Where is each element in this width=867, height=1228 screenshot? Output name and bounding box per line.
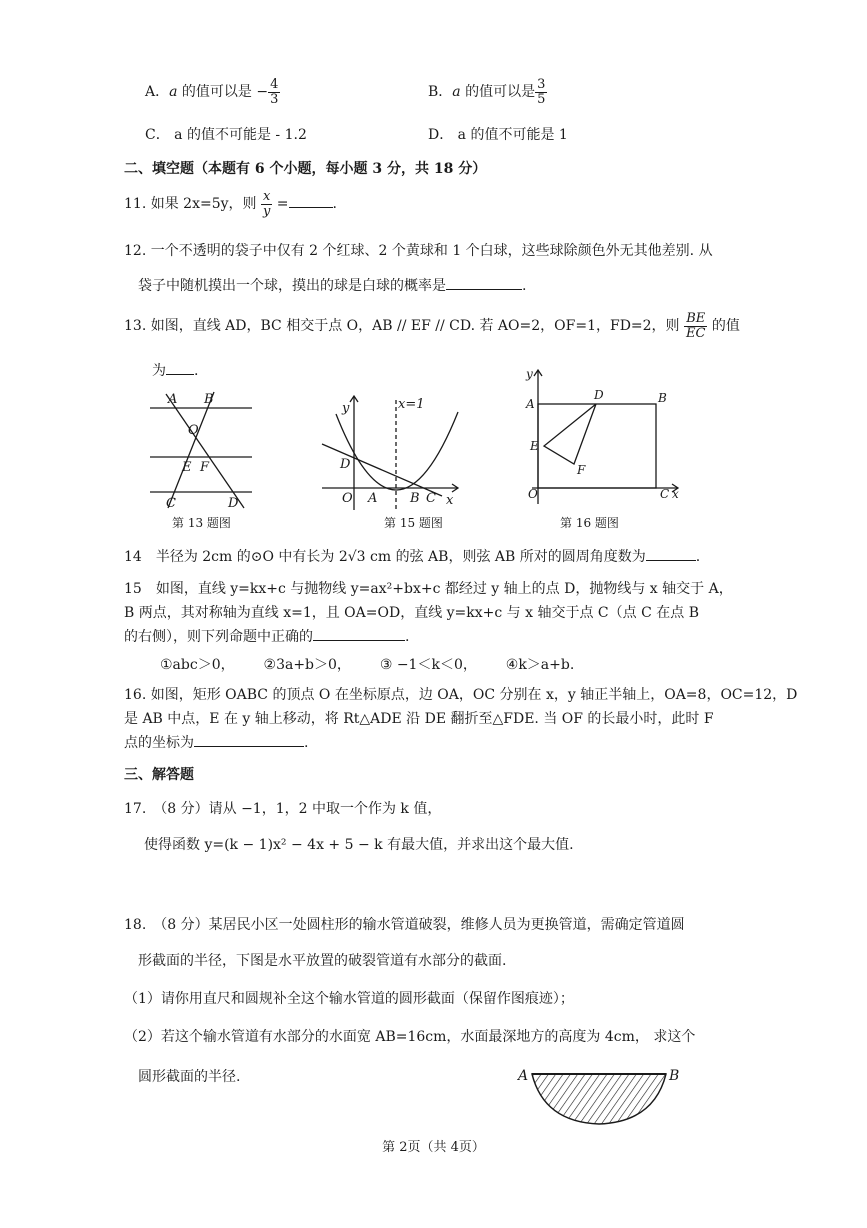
- question-13: 13. 如图，直线 AD，BC 相交于点 O，AB // EF // CD. 若 AO=2，OF=1，FD=2，则 $\frac{BE}{EC}$ 的值: [124, 311, 740, 341]
- question-17-line2: 使得函数 y=(k − 1)x² − 4x + 5 − k 有最大值，并求出这个最大值.: [144, 837, 574, 853]
- label-a: A: [518, 1068, 529, 1084]
- question-15-options: [160, 654, 574, 674]
- figure-16: [522, 364, 682, 510]
- question-11: 11. 如果 2x=5y，则 $\frac{x}{y}$ = .: [124, 189, 337, 219]
- q10-option-a: A．a 的值可以是 − $\frac{4}{3}$: [145, 77, 279, 107]
- label-c: C: [660, 487, 670, 501]
- question-16-line1: 16. 如图，矩形 OABC 的顶点 O 在坐标原点，边 OA，OC 分别在 x，y 轴正半轴上，OA=8，OC=12，D: [124, 687, 798, 703]
- question-14: 14 半径为 2cm 的⊙O 中有长为 2√3 cm 的弦 AB，则弦 AB 所对的圆周角度数为 .: [124, 549, 701, 565]
- water-region: [532, 1074, 666, 1124]
- figure-15: [318, 392, 466, 514]
- label-axis-eq: x=1: [398, 397, 425, 412]
- pipe-section-figure: [514, 1060, 684, 1130]
- fraction: $\frac{4}{3}$: [270, 77, 279, 107]
- answer-blank[interactable]: [289, 207, 333, 208]
- label-d: D: [228, 496, 239, 510]
- question-13-line2: 为 .: [152, 363, 199, 379]
- label-a: A: [526, 397, 535, 411]
- caption-fig13: 第 13 题图: [172, 516, 231, 530]
- label-b: B: [204, 392, 214, 407]
- page-footer: 第 2页（共 4页）: [382, 1140, 485, 1155]
- answer-blank[interactable]: [446, 289, 522, 290]
- question-18-part2: （2）若这个输水管道有水部分的水面宽 AB=16cm，水面最深地方的高度为 4cm， 求这个: [124, 1029, 696, 1045]
- label-a: A: [368, 491, 378, 506]
- answer-blank[interactable]: [313, 640, 405, 641]
- option-3: ③ −1＜k＜0，: [379, 657, 477, 673]
- question-18-line2: 形截面的半径，下图是水平放置的破裂管道有水部分的截面.: [138, 953, 507, 969]
- label-c: C: [426, 491, 436, 506]
- question-18-line5: 圆形截面的半径.: [138, 1069, 241, 1085]
- question-18-part1: （1）请你用直尺和圆规补全这个输水管道的圆形截面（保留作图痕迹）；: [124, 991, 574, 1007]
- label-o: O: [342, 491, 353, 506]
- fraction: $\frac{BE}{EC}$: [686, 311, 706, 341]
- label-e: E: [530, 439, 539, 453]
- q10-option-c: C． a 的值不可能是 - 1.2: [145, 127, 307, 143]
- answer-blank[interactable]: [194, 746, 304, 747]
- q10-option-d: D． a 的值不可能是 1: [428, 127, 568, 143]
- fraction: $\frac{3}{5}$: [537, 77, 546, 107]
- question-12-line2: 袋子中随机摸出一个球，摸出的球是白球的概率是 .: [138, 278, 527, 294]
- label-a: A: [168, 392, 178, 407]
- label-f: F: [200, 460, 210, 475]
- label-d: D: [594, 388, 604, 402]
- label-y: y: [526, 367, 533, 381]
- caption-fig16: 第 16 题图: [560, 516, 619, 530]
- question-17-line1: 17. （8 分）请从 −1，1，2 中取一个作为 k 值，: [124, 801, 442, 817]
- caption-fig15: 第 15 题图: [384, 516, 443, 530]
- answer-blank[interactable]: [646, 560, 696, 561]
- label-y: y: [342, 401, 350, 416]
- fraction: $\frac{x}{y}$: [262, 189, 271, 219]
- question-16-line2: 是 AB 中点，E 在 y 轴上移动，将 Rt△ADE 沿 DE 翻折至△FDE. 当 OF 的长最小时，此时 F: [124, 711, 714, 727]
- figure-13: [148, 386, 258, 510]
- option-1: ①abc＞0，: [160, 657, 235, 673]
- question-15-line1: 15 如图，直线 y=kx+c 与抛物线 y=ax²+bx+c 都经过 y 轴上的点 D，抛物线与 x 轴交于 A，: [124, 581, 733, 597]
- label-x: x: [446, 493, 454, 508]
- question-15-line2: B 两点，其对称轴为直线 x=1，且 OA=OD，直线 y=kx+c 与 x 轴交于点 C（点 C 在点 B: [124, 605, 699, 621]
- label-o: O: [528, 487, 538, 501]
- label-f: F: [577, 463, 586, 477]
- option-4: ④k＞a+b.: [505, 657, 575, 673]
- option-2: ②3a+b＞0，: [263, 657, 351, 673]
- label-b: B: [410, 491, 420, 506]
- label-b: B: [658, 391, 667, 405]
- question-16-line3: 点的坐标为 .: [124, 735, 309, 751]
- question-18-line1: 18. （8 分）某居民小区一处圆柱形的输水管道破裂，维修人员为更换管道，需确定管道圆: [124, 917, 685, 933]
- section-title-solve: 三、解答题: [124, 767, 194, 783]
- answer-blank[interactable]: [166, 374, 194, 375]
- section-title-fill-blank: 二、填空题（本题有 6 个小题，每小题 3 分，共 18 分）: [124, 161, 487, 177]
- question-15-line3: 的右侧），则下列命题中正确的 .: [124, 629, 410, 645]
- label-x: x: [672, 487, 679, 501]
- q10-option-b: B．a 的值可以是 $\frac{3}{5}$: [428, 77, 546, 107]
- question-12-line1: 12. 一个不透明的袋子中仅有 2 个红球、2 个黄球和 1 个白球，这些球除颜色外无其他差别. 从: [124, 243, 713, 259]
- label-d: D: [340, 457, 351, 472]
- label-o: O: [188, 423, 199, 438]
- label-c: C: [166, 496, 176, 510]
- label-b: B: [669, 1068, 680, 1084]
- label-e: E: [182, 460, 192, 475]
